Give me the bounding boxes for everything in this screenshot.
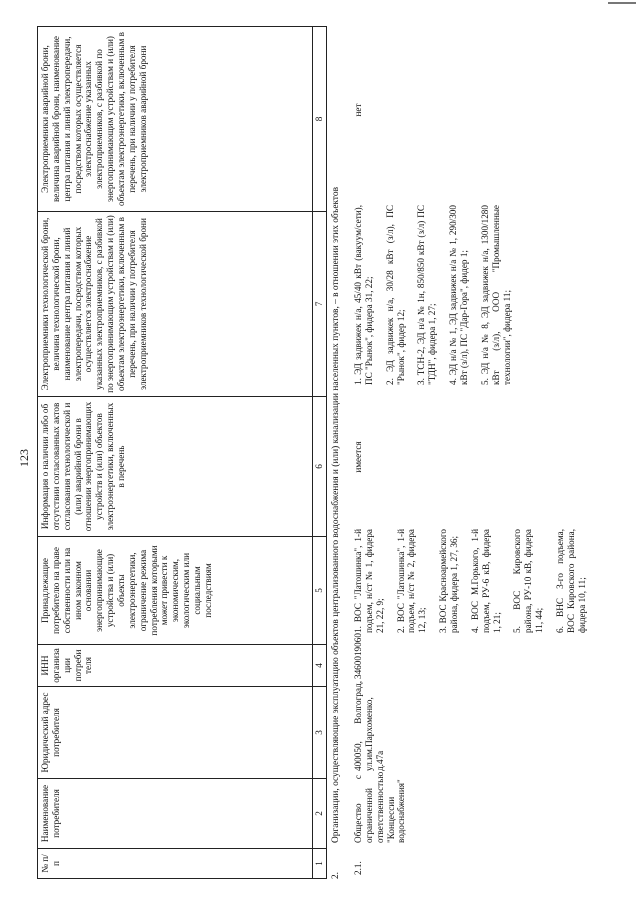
rotated-table-area bbox=[13, 23, 613, 893]
consumer-address: 400050, Волгоград, ул.им.Пархоменко, д.47а bbox=[353, 681, 385, 771]
page-number: 123 bbox=[17, 449, 31, 467]
column-number-row bbox=[313, 27, 327, 879]
header-cell-tech-reserve: Электроприемники технологической брони, величина технологической брони, наименование центра питания и линий электропередачи, посредством которых осуществляется электроснабжение указанных электроприемников, с разбивкой по энергопринимающим устройствам и (или) объектам электроэнергетики, включенным в перечень, при наличии у потребителя электроприемников технологической брони bbox=[38, 212, 313, 397]
devices-list bbox=[353, 529, 598, 633]
section-number: 2. bbox=[331, 871, 341, 879]
column-number: 1 bbox=[313, 849, 327, 879]
header-cell-number: № п/п bbox=[38, 849, 313, 879]
column-number: 8 bbox=[313, 27, 327, 212]
corner-mark bbox=[608, 2, 636, 4]
list-item: 5. ЭД н/а № 8, ЭД задвижек н/а, 1300/1280 кВт (з/л), ООО "Промышленные технологии", фидера 11; bbox=[479, 205, 512, 385]
list-item: 1. ЭД задвижек н/а, 45/40 кВт (вакуум/сети), ПС "Рынок", фидера 31, 22; bbox=[353, 205, 374, 385]
header-table bbox=[37, 26, 327, 879]
column-number: 3 bbox=[313, 687, 327, 779]
acts-status: имеется bbox=[353, 441, 363, 473]
emergency-reserve: нет bbox=[353, 103, 363, 117]
header-cell-address: Юридический адрес потребителя bbox=[38, 687, 313, 779]
list-item: 5. ВОС Кировского района, РУ-10 кВ, фидера 11, 44; bbox=[512, 529, 545, 633]
header-cell-emergency-reserve: Электроприемники аварийной брони, величина аварийной брони, наименование центра питания и линий электропередачи, посредством которых осуществляется электроснабжение указанных электроприемников, с разбивкой по энергопринимающим устройствам и (или) объектам электроэнергетики, включенным в перечень, при наличии у потребителя электроприемников аварийной брони bbox=[38, 27, 313, 212]
list-item: 6. ВНС 3-го подъема, ВОС Кировского района, фидера 10, 11; bbox=[555, 529, 587, 633]
consumer-inn: 3460019060 bbox=[353, 633, 363, 679]
list-item: 3. ВОС Красноармейского района, фидера 1, 27, 36; bbox=[438, 529, 460, 633]
section-title: Организации, осуществляющие эксплуатацию объектов централизованного водоснабжения и (или) канализации населенных пунктов, – в отношении этих объектов bbox=[331, 187, 341, 843]
consumer-name: Общество с ограниченной ответственностью "Концессии водоснабжения" bbox=[353, 771, 407, 843]
column-number: 7 bbox=[313, 212, 327, 397]
header-cell-consumer-name: Наименование потребителя bbox=[38, 779, 313, 849]
list-item: 2. ЭД задвижек н/а, 30/28 кВт (з/л), ПС "Рынок", фидер 12; bbox=[384, 205, 406, 385]
list-item: 1. ВОС "Латошинка", 1-й подъем, н/ст № 1, фидера 21, 22, 9; bbox=[353, 529, 385, 633]
header-row bbox=[38, 27, 313, 879]
header-cell-devices: Принадлежащие потребителю на праве собственности или на ином законном основании энергопринимающие устройства и (или) объекты электроэнергетики, ограничение режима потребления которыми может привести к экономическим, экологическим или социальным последствиям bbox=[38, 537, 313, 645]
row-number: 2.1. bbox=[353, 861, 363, 875]
list-item: 4. ЭД н/а № 1, ЭД задвижек н/а № 1, 290/300 кВт (з/л), ПС "Дар-Гора", фидер 1; bbox=[448, 205, 470, 385]
header-cell-acts: Информация о наличии либо об отсутствии согласованных актов согласования технологической и (или) аварийной брони в отношении энергопринимающих устройств и (или) объектов электроэнергетики, включенных в перечень bbox=[38, 397, 313, 537]
list-item: 3. ТСН-2, ЭД н/а № 1н, 850/850 кВт (з/л) ПС "ТДН", фидера 1, 27; bbox=[416, 205, 438, 385]
tech-reserve-list bbox=[353, 205, 522, 385]
column-number: 2 bbox=[313, 779, 327, 849]
list-item: 4. ВОС М.Горького, 1-й подъем, РУ-6 кВ, фидера 1, 21; bbox=[469, 529, 502, 633]
list-item: 2. ВОС "Латошинка", 1-й подъем, н/ст № 2, фидера 12, 13; bbox=[395, 529, 428, 633]
header-cell-inn: ИНН организации потребителя bbox=[38, 645, 313, 687]
column-number: 6 bbox=[313, 397, 327, 537]
column-number: 4 bbox=[313, 645, 327, 687]
column-number: 5 bbox=[313, 537, 327, 645]
